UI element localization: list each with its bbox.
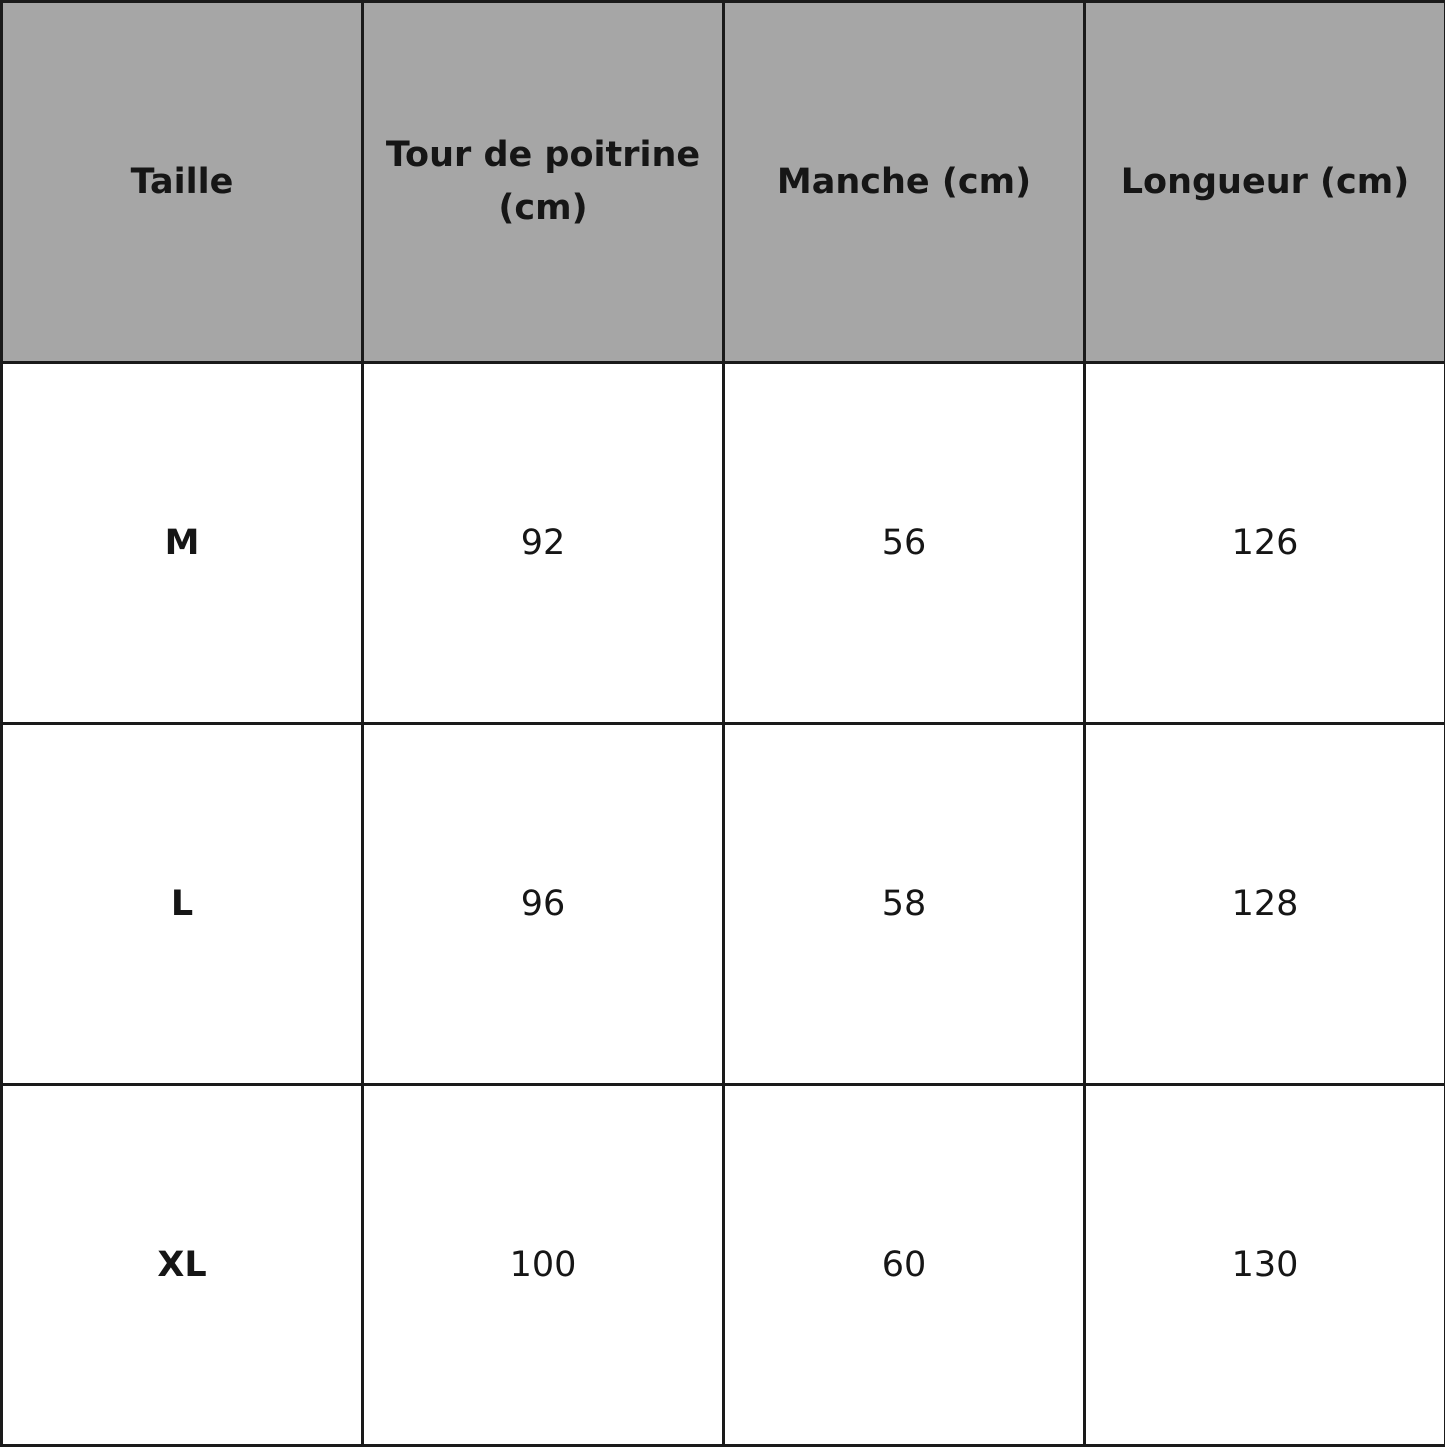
table-body xyxy=(2,363,1445,1446)
chest-cell: 92 xyxy=(363,363,724,724)
header-row xyxy=(2,2,1445,363)
size-cell: L xyxy=(2,724,363,1085)
table-row xyxy=(2,363,1445,724)
table-row xyxy=(2,1085,1445,1446)
table-header xyxy=(2,2,1445,363)
sleeve-cell: 60 xyxy=(724,1085,1085,1446)
header-size: Taille xyxy=(2,2,363,363)
header-sleeve: Manche (cm) xyxy=(724,2,1085,363)
chest-cell: 96 xyxy=(363,724,724,1085)
header-chest: Tour de poitrine (cm) xyxy=(363,2,724,363)
size-cell: M xyxy=(2,363,363,724)
length-cell: 128 xyxy=(1085,724,1445,1085)
sleeve-cell: 56 xyxy=(724,363,1085,724)
length-cell: 126 xyxy=(1085,363,1445,724)
length-cell: 130 xyxy=(1085,1085,1445,1446)
size-cell: XL xyxy=(2,1085,363,1446)
chest-cell: 100 xyxy=(363,1085,724,1446)
sleeve-cell: 58 xyxy=(724,724,1085,1085)
table-row xyxy=(2,724,1445,1085)
header-length: Longueur (cm) xyxy=(1085,2,1445,363)
